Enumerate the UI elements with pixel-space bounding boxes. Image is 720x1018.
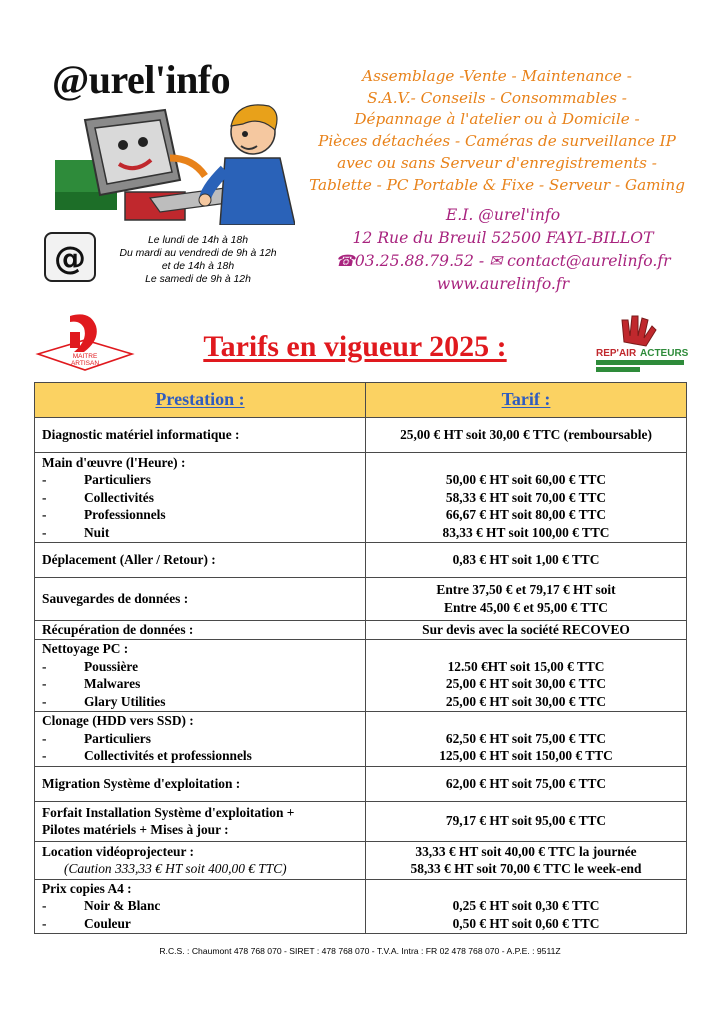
table-row bbox=[35, 578, 687, 621]
cleaning-label: Nettoyage PC : bbox=[42, 640, 129, 656]
table-row bbox=[35, 766, 687, 801]
services-tagline bbox=[288, 66, 706, 196]
phone-number[interactable]: 03.25.88.79.52 bbox=[354, 252, 474, 270]
install-label-line: Pilotes matériels + Mises à jour : bbox=[42, 822, 229, 838]
table-row bbox=[35, 543, 687, 578]
tagline-line: Tablette - PC Portable & Fixe - Serveur - Gaming bbox=[309, 175, 685, 194]
price-labour bbox=[366, 453, 687, 543]
service-install bbox=[35, 801, 366, 841]
copies-price: 0,25 € HT soit 0,30 € TTC bbox=[452, 898, 600, 914]
company-name: E.I. @urel'info bbox=[445, 206, 561, 224]
opening-hours bbox=[104, 234, 292, 286]
cleaning-price: 12.50 €HT soit 15,00 € TTC bbox=[447, 658, 605, 674]
hours-line: et de 14h à 18h bbox=[161, 261, 235, 272]
badge-text: REP'AIR bbox=[596, 348, 637, 359]
svg-text:@: @ bbox=[54, 239, 86, 277]
copies-price: 0,50 € HT soit 0,60 € TTC bbox=[452, 915, 600, 931]
tagline-line: S.A.V.- Conseils - Consommables - bbox=[367, 88, 627, 107]
email-link[interactable]: contact@aurelinfo.fr bbox=[507, 252, 671, 270]
labour-price: 58,33 € HT soit 70,00 € TTC bbox=[445, 489, 607, 505]
email-icon: ✉ bbox=[489, 252, 503, 270]
labour-price: 50,00 € HT soit 60,00 € TTC bbox=[445, 472, 607, 488]
table-row bbox=[35, 453, 687, 543]
projector-price-line: 33,33 € HT soit 40,00 € TTC la journée bbox=[415, 843, 637, 859]
tagline-line: Pièces détachées - Caméras de surveillance IP bbox=[318, 132, 676, 151]
copies-item: - Couleur bbox=[42, 915, 365, 933]
separator: - bbox=[478, 252, 485, 270]
website-link[interactable]: www.aurelinfo.fr bbox=[436, 275, 570, 293]
labour-item: - Particuliers bbox=[42, 471, 365, 489]
service-projector bbox=[35, 841, 366, 879]
repair-acteurs-logo bbox=[594, 312, 688, 376]
cloning-price: 125,00 € HT soit 150,00 € TTC bbox=[439, 748, 613, 764]
price-travel: 0,83 € HT soit 1,00 € TTC bbox=[366, 543, 687, 578]
badge-text: ARTISAN bbox=[70, 360, 100, 367]
page-title: Tarifs en vigueur 2025 : bbox=[203, 330, 507, 363]
price-migration: 62,00 € HT soit 75,00 € TTC bbox=[366, 766, 687, 801]
cloning-item: - Collectivités et professionnels bbox=[42, 747, 365, 765]
labour-item: - Professionnels bbox=[42, 506, 365, 524]
table-row bbox=[35, 621, 687, 640]
street-address: 12 Rue du Breuil 52500 FAYL-BILLOT bbox=[352, 229, 654, 247]
projector-deposit-note: (Caution 333,33 € HT soit 400,00 € TTC) bbox=[64, 861, 287, 877]
tagline-line: avec ou sans Serveur d'enregistrements - bbox=[337, 153, 657, 172]
table-row bbox=[35, 841, 687, 879]
service-backup: Sauvegardes de données : bbox=[35, 578, 366, 621]
service-cloning bbox=[35, 711, 366, 766]
phone-email-line bbox=[295, 250, 711, 273]
hours-line: Le samedi de 9h à 12h bbox=[145, 274, 251, 285]
cleaning-item: - Glary Utilities bbox=[42, 693, 365, 711]
service-copies bbox=[35, 879, 366, 933]
cleaning-item: - Poussière bbox=[42, 658, 365, 676]
table-row bbox=[35, 801, 687, 841]
price-cleaning bbox=[366, 639, 687, 711]
badge-text: ACTEURS bbox=[640, 348, 688, 359]
projector-price-line: 58,33 € HT soit 70,00 € TTC le week-end bbox=[410, 861, 642, 877]
hours-line: Du mardi au vendredi de 9h à 12h bbox=[119, 248, 277, 259]
price-copies bbox=[366, 879, 687, 933]
cleaning-price: 25,00 € HT soit 30,00 € TTC bbox=[445, 676, 607, 692]
company-logo-text: @urel'info bbox=[52, 57, 231, 102]
tagline-line: Dépannage à l'atelier ou à Domicile - bbox=[354, 110, 640, 129]
price-projector bbox=[366, 841, 687, 879]
service-travel: Déplacement (Aller / Retour) : bbox=[35, 543, 366, 578]
badge-text: MAITRE bbox=[72, 353, 98, 360]
price-backup bbox=[366, 578, 687, 621]
labour-item: - Collectivités bbox=[42, 489, 365, 507]
labour-price: 83,33 € HT soit 100,00 € TTC bbox=[442, 524, 610, 540]
price-cloning bbox=[366, 711, 687, 766]
cleaning-price: 25,00 € HT soit 30,00 € TTC bbox=[445, 693, 607, 709]
tagline-line: Assemblage -Vente - Maintenance - bbox=[362, 67, 632, 85]
price-recovery: Sur devis avec la société RECOVEO bbox=[366, 621, 687, 640]
labour-item: - Nuit bbox=[42, 524, 365, 542]
backup-price-line: Entre 45,00 € et 95,00 € TTC bbox=[444, 600, 608, 615]
install-label-line: Forfait Installation Système d'exploitation + bbox=[42, 804, 295, 820]
contact-block bbox=[295, 204, 711, 296]
hours-line: Le lundi de 14h à 18h bbox=[148, 235, 248, 246]
cleaning-item: - Malwares bbox=[42, 675, 365, 693]
table-header-row bbox=[35, 383, 687, 418]
table-row bbox=[35, 639, 687, 711]
cloning-price: 62,50 € HT soit 75,00 € TTC bbox=[445, 730, 607, 746]
computer-technician-illustration bbox=[55, 100, 295, 225]
legal-footer: R.C.S. : Chaumont 478 768 070 - SIRET : 478 768 070 - T.V.A. Intra : FR 02 478 768 070 - A.P.E. : 9511Z bbox=[159, 946, 561, 956]
pricing-table bbox=[34, 382, 687, 934]
service-labour bbox=[35, 453, 366, 543]
table-row bbox=[35, 879, 687, 933]
maitre-artisan-logo bbox=[34, 312, 136, 372]
price-diagnostic: 25,00 € HT soit 30,00 € TTC (remboursable) bbox=[366, 418, 687, 453]
phone-icon: ☎ bbox=[335, 252, 355, 270]
copies-item: - Noir & Blanc bbox=[42, 897, 365, 915]
table-row bbox=[35, 418, 687, 453]
service-diagnostic: Diagnostic matériel informatique : bbox=[35, 418, 366, 453]
copies-label: Prix copies A4 : bbox=[42, 880, 132, 896]
service-recovery: Récupération de données : bbox=[35, 621, 366, 640]
labour-price: 66,67 € HT soit 80,00 € TTC bbox=[445, 507, 607, 523]
cloning-item: - Particuliers bbox=[42, 730, 365, 748]
cloning-label: Clonage (HDD vers SSD) : bbox=[42, 713, 194, 729]
price-install: 79,17 € HT soit 95,00 € TTC bbox=[366, 801, 687, 841]
service-migration: Migration Système d'exploitation : bbox=[35, 766, 366, 801]
at-sign-icon bbox=[44, 232, 96, 282]
column-header-price: Tarif : bbox=[366, 383, 687, 418]
backup-price-line: Entre 37,50 € et 79,17 € HT soit bbox=[436, 582, 616, 598]
projector-label: Location vidéoprojecteur : bbox=[42, 843, 194, 859]
service-cleaning bbox=[35, 639, 366, 711]
labour-label: Main d'œuvre (l'Heure) : bbox=[42, 454, 186, 470]
column-header-service: Prestation : bbox=[35, 383, 366, 418]
table-row bbox=[35, 711, 687, 766]
